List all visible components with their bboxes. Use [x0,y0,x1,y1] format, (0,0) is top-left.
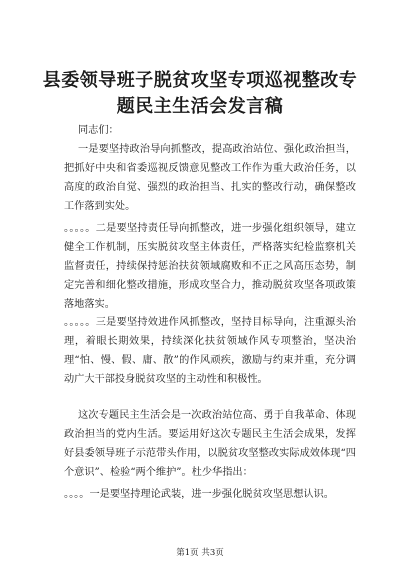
paragraph-5: 。。。。一是要坚持理论武装，进一步强化脱贫攻坚思想认识。 [64,489,334,500]
paragraph-3: 。。。。。三是要坚持效进作风抓整改，坚持目标导向，注重源头治理，着眼长期效果，持续深化扶贫领域作风专项整治，坚决治理“怕、慢、假、庸、散”的作风顽疾，激励与约束并重，充分调动广大干部投身脱贫攻坚的主动性和积极性。 [64,317,356,385]
document-title: 县委领导班子脱贫攻坚专项巡视整改专题民主生活会发言稿 [42,70,358,117]
paragraph-1: 一是要坚持政治导向抓整改，提高政治站位、强化政治担当，把抓好中央和省委巡视反馈意见整改工作作为重大政治任务，以高度的政治自觉、强烈的政治担当、扎实的整改行动，确保整改工作落到实处。 [64,144,356,212]
paragraph-4: 这次专题民主生活会是一次政治站位高、勇于自我革命、体现政治担当的党内生活。要运用好这次专题民主生活会成果，发挥好县委领导班子示范带头作用，以脱贫攻坚整改实际成效体现“四个意识”、检验“两个维护”。杜少华指出： [64,410,356,478]
greeting: 同志们： [78,125,119,136]
paragraph-2: 。。。。。二是要坚持责任导向抓整改，进一步强化组织领导，建立健全工作机制，压实脱贫攻坚主体责任，严格落实纪检监察机关监督责任，持续保持惩治扶贫领域腐败和不正之风高压态势，制定完善和细化整改措施，形成攻坚合力，推动脱贫攻坚各项政策落地落实。 [64,223,356,310]
page-number: 第1页 共3页 [176,548,224,558]
